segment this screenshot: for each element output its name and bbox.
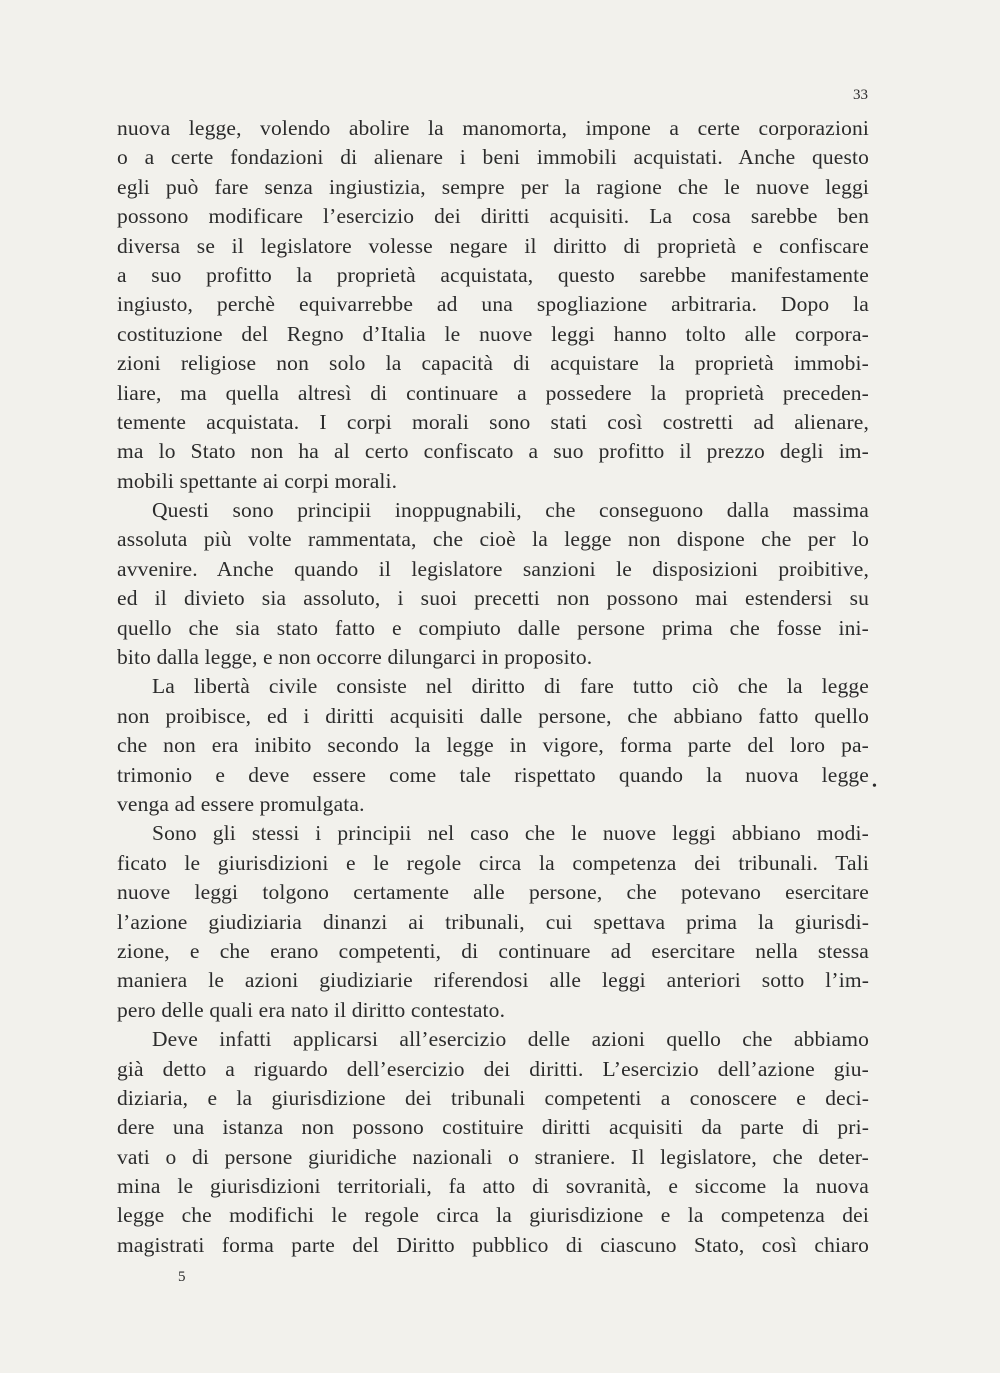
text-line: ficato le giurisdizioni e le regole circa la competenza dei tribunali. Tali [117,850,869,875]
paragraph-start-line: Questi sono principii inoppugnabili, che conseguono dalla massima [152,498,869,523]
text-line: mobili spettante ai corpi morali. [117,468,398,493]
text-line: ingiusto, perchè equivarrebbe ad una spogliazione arbitraria. Dopo la [117,292,869,317]
signature-mark: 5 [178,1269,186,1285]
text-line: bito dalla legge, e non occorre dilungarci in proposito. [117,645,593,670]
margin-mark: • [872,779,877,794]
text-line: costituzione del Regno d’Italia le nuove leggi hanno tolto alle corpora- [117,321,869,346]
text-line: legge che modifichi le regole circa la giurisdizione e la competenza dei [117,1203,869,1228]
text-line: assoluta più volte rammentata, che cioè la legge non dispone che per lo [117,527,869,552]
text-line: nuova legge, volendo abolire la manomorta, impone a certe corporazioni [117,116,869,140]
text-line: avvenire. Anche quando il legislatore sanzioni le disposizioni proibitive, [117,556,869,581]
text-line: zioni religiose non solo la capacità di acquistare la proprietà immobi- [117,351,869,376]
text-line: diversa se il legislatore volesse negare il diritto di proprietà e confiscare [117,233,869,258]
text-line: dere una istanza non possono costituire diritti acquisiti da parte di pri- [117,1115,869,1140]
text-line: liare, ma quella altresì di continuare a possedere la proprietà preceden- [117,380,869,405]
text-line: o a certe fondazioni di alienare i beni immobili acquistati. Anche questo [117,145,869,170]
text-line: zione, e che erano competenti, di continuare ad esercitare nella stessa [117,938,869,963]
text-line: maniera le azioni giudiziarie riferendosi alle leggi anteriori sotto l’im- [117,968,869,993]
text-line: trimonio e deve essere come tale rispettato quando la nuova legge [117,762,869,787]
page-number: 33 [853,87,868,103]
text-line: nuove leggi tolgono certamente alle persone, che potevano esercitare [117,880,869,905]
paragraph-start-line: La libertà civile consiste nel diritto di fare tutto ciò che la legge [152,674,869,699]
text-line: ma lo Stato non ha al certo confiscato a suo profitto il prezzo degli im- [117,439,869,464]
text-line: mina le giurisdizioni territoriali, fa atto di sovranità, e siccome la nuova [117,1174,869,1199]
text-line: venga ad essere promulgata. [117,791,365,816]
text-line: già detto a riguardo dell’esercizio dei diritti. L’esercizio dell’azione giu- [117,1056,869,1081]
text-line: pero delle quali era nato il diritto contestato. [117,997,506,1022]
text-line: possono modificare l’esercizio dei diritti acquisiti. La cosa sarebbe ben [117,204,869,229]
text-line: l’azione giudiziaria dinanzi ai tribunali, cui spettava prima la giurisdi- [117,909,869,934]
text-line: egli può fare senza ingiustizia, sempre per la ragione che le nuove leggi [117,174,869,199]
text-line: a suo profitto la proprietà acquistata, questo sarebbe manifestamente [117,262,869,287]
text-line: che non era inibito secondo la legge in vigore, forma parte del loro pa- [117,733,869,758]
text-line: non proibisce, ed i diritti acquisiti dalle persone, che abbiano fatto quello [117,703,869,728]
body-text [117,114,869,1260]
text-line: ed il divieto sia assoluto, i suoi precetti non possono mai estendersi su [117,586,869,611]
text-line: magistrati forma parte del Diritto pubblico di ciascuno Stato, così chiaro [117,1232,869,1257]
paragraph-start-line: Deve infatti applicarsi all’esercizio delle azioni quello che abbiamo [152,1027,869,1052]
text-line: vati o di persone giuridiche nazionali o straniere. Il legislatore, che deter- [117,1144,869,1169]
text-line: quello che sia stato fatto e compiuto dalle persone prima che fosse ini- [117,615,869,640]
paragraph-start-line: Sono gli stessi i principii nel caso che le nuove leggi abbiano modi- [152,821,869,846]
text-line: diziaria, e la giurisdizione dei tribunali competenti a conoscere e deci- [117,1085,869,1110]
text-line: temente acquistata. I corpi morali sono stati così costretti ad alienare, [117,409,869,434]
